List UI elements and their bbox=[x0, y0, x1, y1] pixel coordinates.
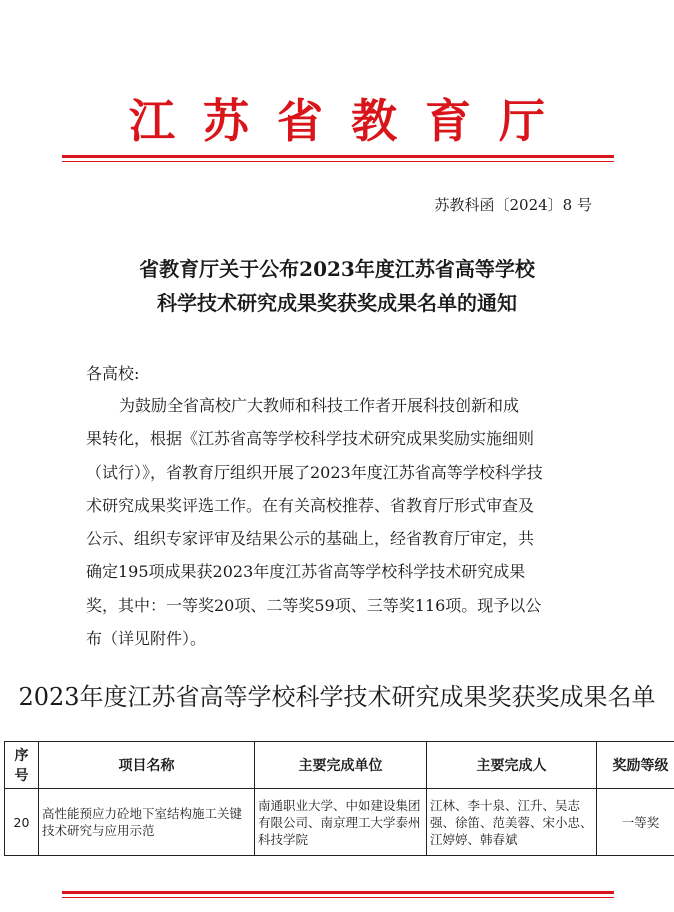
cell-level: 一等奖 bbox=[597, 789, 674, 856]
header-red-rule-thin bbox=[62, 161, 614, 162]
body-line: 为鼓励全省高校广大教师和科技工作者开展科技创新和成 bbox=[119, 396, 520, 415]
body-line: 术研究成果奖评选工作。在有关高校推荐、省教育厅形式审查及 bbox=[86, 495, 535, 515]
header-red-rule-thick bbox=[62, 155, 614, 158]
salutation: 各高校: bbox=[86, 364, 140, 383]
table-row bbox=[5, 789, 674, 856]
col-header-level: 奖励等级 bbox=[597, 742, 674, 789]
document-number: 苏教科函〔2024〕8 号 bbox=[434, 196, 592, 214]
table-header-row bbox=[5, 742, 674, 789]
col-header-people: 主要完成人 bbox=[427, 742, 597, 789]
body-line: 果转化，根据《江苏省高等学校科学技术研究成果奖励实施细则 bbox=[86, 429, 535, 449]
footer-red-rule-thick bbox=[62, 891, 614, 894]
col-header-project: 项目名称 bbox=[39, 742, 255, 789]
cell-unit: 南通职业大学、中如建设集团有限公司、南京理工大学泰州科技学院 bbox=[255, 789, 427, 856]
col-header-no: 序号 bbox=[5, 742, 39, 789]
footer-red-rule-thin bbox=[62, 897, 614, 898]
col-header-unit: 主要完成单位 bbox=[255, 742, 427, 789]
issuer-title: 江苏省教育厅 bbox=[129, 94, 573, 148]
cell-people: 江林、李十泉、江升、吴志强、徐笛、范美蓉、宋小忠、江婷婷、韩春斌 bbox=[427, 789, 597, 856]
notice-title-line-2: 科学技术研究成果奖获奖成果名单的通知 bbox=[157, 291, 517, 315]
cell-project: 高性能预应力砼地下室结构施工关键技术研究与应用示范 bbox=[39, 789, 255, 856]
awards-table bbox=[4, 741, 674, 856]
body-line: 布（详见附件）。 bbox=[86, 629, 207, 649]
attachment-title: 2023年度江苏省高等学校科学技术研究成果奖获奖成果名单 bbox=[18, 683, 656, 711]
cell-no: 20 bbox=[5, 789, 39, 856]
notice-title-line-1: 省教育厅关于公布2023年度江苏省高等学校 bbox=[139, 257, 535, 281]
body-line: 奖，其中：一等奖20项、二等奖59项、三等奖116项。现予以公 bbox=[86, 595, 542, 615]
body-line: 确定195项成果获2023年度江苏省高等学校科学技术研究成果 bbox=[86, 562, 526, 582]
body-line: （试行）》，省教育厅组织开展了2023年度江苏省高等学校科学技 bbox=[86, 462, 543, 482]
notice-title bbox=[0, 252, 674, 320]
body-line: 公示、组织专家评审及结果公示的基础上，经省教育厅审定，共 bbox=[86, 529, 535, 549]
notice-body bbox=[86, 389, 594, 655]
